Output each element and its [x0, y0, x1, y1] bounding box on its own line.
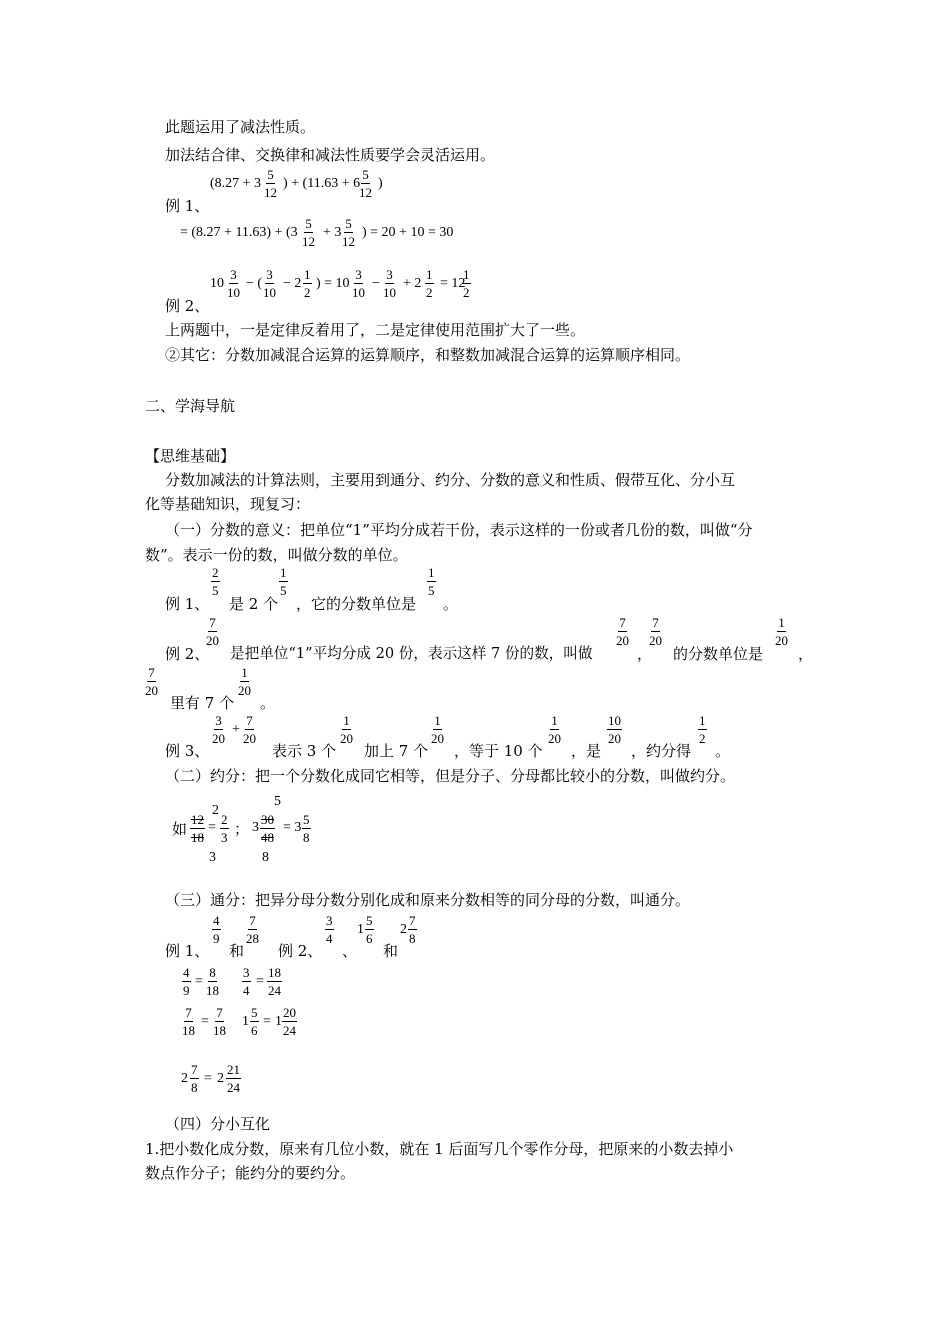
- fraction: 7 20: [206, 615, 219, 648]
- fraction: 2 5: [212, 565, 219, 598]
- fraction: 7 20: [616, 615, 629, 648]
- fraction: 1 20: [238, 665, 251, 698]
- fraction: 3 4: [326, 913, 333, 946]
- fraction: 8 18: [206, 965, 219, 998]
- fraction: 21 24: [227, 1062, 240, 1095]
- fraction: 3 10: [383, 267, 396, 300]
- paragraph-line: 化等基础知识，现复习：: [145, 495, 311, 513]
- fraction: 4 9: [213, 913, 220, 946]
- fraction: 4 9: [183, 965, 190, 998]
- text-line: 此题运用了减法性质。: [165, 118, 316, 136]
- paragraph-line: （一）分数的意义：把单位“1”平均分成若干份，表示这样的一份或者几份的数，叫做“分: [165, 521, 753, 539]
- fraction-crossed: 12 18: [191, 812, 204, 845]
- fraction: 1 2: [699, 713, 706, 746]
- fraction: 3 10: [352, 267, 365, 300]
- paragraph-line: 数”。表示一份的数，叫做分数的单位。: [145, 546, 408, 564]
- fraction-crossed: 30 48: [261, 812, 274, 845]
- fraction: 10 20: [608, 713, 621, 746]
- fraction: 20 24: [283, 1005, 296, 1038]
- fraction: 3 4: [243, 965, 250, 998]
- fraction: 5 12: [264, 167, 277, 200]
- text-line: ②其它：分数加减混合运算的运算顺序，和整数加减混合运算的运算顺序相同。: [165, 346, 691, 364]
- fraction: 7 8: [409, 913, 416, 946]
- fraction: 1 5: [280, 565, 287, 598]
- fraction: 7 20: [145, 665, 158, 698]
- fraction: 1 5: [428, 565, 435, 598]
- fraction: 5 6: [366, 913, 373, 946]
- fraction: 7 18: [213, 1005, 226, 1038]
- text-line: 加法结合律、交换律和减法性质要学会灵活运用。: [165, 146, 496, 164]
- fraction: 1 2: [304, 267, 311, 300]
- fraction: 1 20: [775, 615, 788, 648]
- fraction: 5 12: [342, 216, 355, 249]
- fraction: 5 12: [359, 167, 372, 200]
- fraction: 1 20: [431, 713, 444, 746]
- fraction: 18 24: [268, 965, 281, 998]
- fraction: 7 20: [649, 615, 662, 648]
- paragraph-line: （四）分小互化: [165, 1115, 271, 1133]
- example-label: 例 1、: [165, 197, 210, 215]
- fraction: 5 6: [251, 1005, 258, 1038]
- fraction: 5 12: [302, 216, 315, 249]
- fraction: 3 20: [212, 713, 225, 746]
- section-heading: 二、学海导航: [145, 397, 236, 415]
- fraction: 2 3: [221, 812, 228, 845]
- fraction: 5 8: [303, 812, 310, 845]
- fraction: 7 8: [191, 1062, 198, 1095]
- fraction: 1 2: [463, 267, 470, 300]
- subsection-heading: 【思维基础】: [145, 447, 236, 465]
- paragraph-line: （三）通分：把异分母分数分别化成和原来分数相等的同分母的分数，叫通分。: [165, 891, 691, 909]
- fraction: 1 20: [548, 713, 561, 746]
- paragraph-line: 分数加减法的计算法则，主要用到通分、约分、分数的意义和性质、假带互化、分小互: [165, 471, 736, 489]
- example-label: 例 2、: [165, 297, 210, 315]
- fraction: 7 18: [182, 1005, 195, 1038]
- fraction: 7 28: [246, 913, 259, 946]
- paragraph-line: （二）约分：把一个分数化成同它相等，但是分子、分母都比较小的分数，叫做约分。: [165, 767, 736, 785]
- paragraph-line: 1.把小数化成分数，原来有几位小数，就在 1 后面写几个零作分母，把原来的小数去掉小: [145, 1140, 734, 1158]
- fraction: 1 2: [426, 267, 433, 300]
- paragraph-line: 数点作分子；能约分的要约分。: [145, 1164, 356, 1182]
- text-line: 上两题中，一是定律反着用了，二是定律使用范围扩大了一些。: [165, 321, 586, 339]
- fraction: 3 10: [227, 267, 240, 300]
- fraction: 3 10: [263, 267, 276, 300]
- fraction: 7 20: [243, 713, 256, 746]
- fraction: 1 20: [340, 713, 353, 746]
